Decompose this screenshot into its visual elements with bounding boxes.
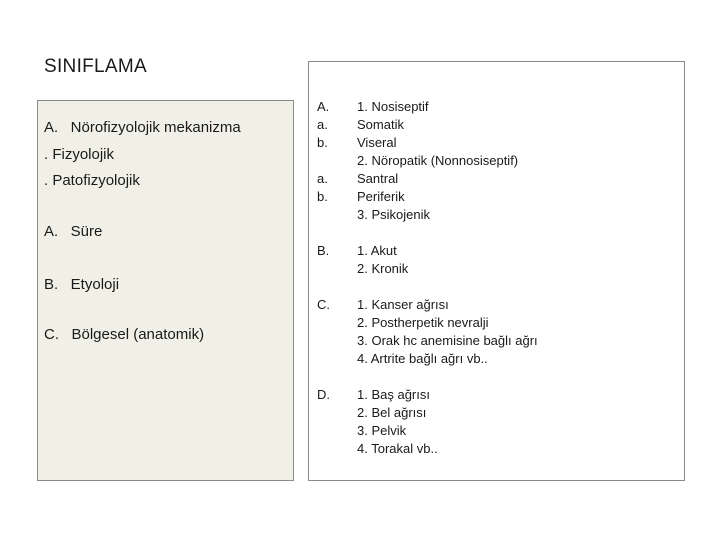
marker-sub-b: b. (317, 189, 328, 204)
list-item: Viseral (357, 135, 397, 150)
list-item: 3. Orak hc anemisine bağlı ağrı (357, 333, 538, 348)
list-item: Santral (357, 171, 399, 186)
list-item: 1. Nosiseptif (357, 99, 429, 114)
list-item: 3. Pelvik (357, 423, 407, 438)
marker-c: C. (317, 297, 330, 312)
list-item: 4. Artrite bağlı ağrı vb.. (357, 351, 488, 366)
classification-categories-panel (37, 100, 294, 481)
subcategory-pathophysiological: . Patofizyolojik (44, 172, 140, 189)
marker-a: A. (317, 99, 330, 114)
marker-sub-a: a. (317, 171, 328, 186)
marker-b: B. (317, 243, 330, 258)
list-item: 1. Akut (357, 243, 397, 258)
list-item: 2. Bel ağrısı (357, 405, 427, 420)
category-etiology: B. Etyoloji (44, 276, 120, 293)
classification-details-panel (308, 61, 685, 481)
marker-sub-b: b. (317, 135, 328, 150)
category-duration: A. Süre (44, 223, 103, 240)
list-item: Periferik (357, 189, 405, 204)
list-item: 1. Kanser ağrısı (357, 297, 449, 312)
subcategory-physiological: . Fizyolojik (44, 146, 115, 163)
list-item: 2. Kronik (357, 261, 409, 276)
list-item: 3. Psikojenik (357, 207, 430, 222)
list-item: 2. Postherpetik nevralji (357, 315, 489, 330)
category-neurophysiological: A. Nörofizyolojik mekanizma (44, 119, 241, 136)
list-item: Somatik (357, 117, 404, 132)
list-item: 2. Nöropatik (Nonnosiseptif) (357, 153, 519, 168)
marker-d: D. (317, 387, 330, 402)
list-item: 4. Torakal vb.. (357, 441, 438, 456)
marker-sub-a: a. (317, 117, 328, 132)
category-regional: C. Bölgesel (anatomik) (44, 326, 205, 343)
page-title: SINIFLAMA (44, 56, 147, 77)
list-item: 1. Baş ağrısı (357, 387, 430, 402)
